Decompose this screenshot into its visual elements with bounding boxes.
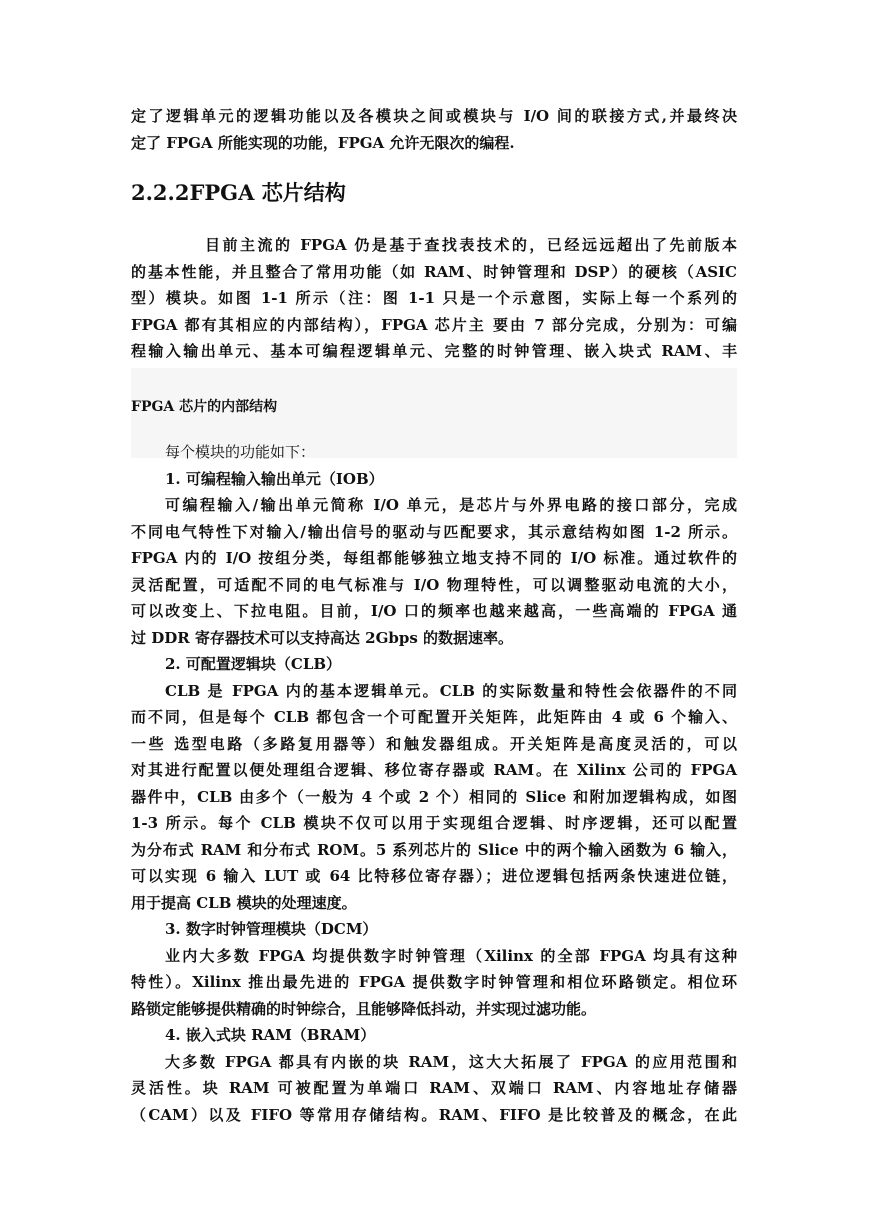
list-heading: 1. 可编程输入输出单元（IOB） xyxy=(165,469,384,488)
text-line: 而不同，但是每个 CLB 都包含一个可配置开关矩阵，此矩阵由 4 或 6 个输入、 xyxy=(131,708,737,726)
text-line: 器件中，CLB 由多个（一般为 4 个或 2 个）相同的 Slice 和附加逻辑构成，如图 xyxy=(131,787,737,806)
text-line: FPGA 内的 I/O 按组分类，每组都能够独立地支持不同的 I/O 标准。通过软件的 xyxy=(131,549,737,567)
text-line: 业内大多数 FPGA 均提供数字时钟管理（Xilinx 的全部 FPGA 均具有这种 xyxy=(165,946,737,965)
text-line: 路锁定能够提供精确的时钟综合，且能够降低抖动，并实现过滤功能。 xyxy=(131,999,597,1018)
text-line: 不同电气特性下对输入/输出信号的驱动与匹配要求，其示意结构如图 1-2 所示。 xyxy=(131,522,737,541)
text-line: 每个模块的功能如下： xyxy=(165,443,316,461)
text-line: 的基本性能，并且整合了常用功能（如 RAM、时钟管理和 DSP）的硬核（ASIC xyxy=(131,262,737,281)
text-line: 可以实现 6 输入 LUT 或 64 比特移位寄存器）；进位逻辑包括两条快速进位链， xyxy=(131,867,737,885)
list-heading: 4. 嵌入式块 RAM（BRAM） xyxy=(165,1026,376,1044)
text-line: 特性）。Xilinx 推出最先进的 FPGA 提供数字时钟管理和相位环路锁定。相位环 xyxy=(131,973,737,991)
text-line: 型）模块。如图 1-1 所示（注：图 1-1 只是一个示意图，实际上每一个系列的 xyxy=(131,289,737,307)
text-line: 用于提高 CLB 模块的处理速度。 xyxy=(131,893,357,912)
text-line: 定了逻辑单元的逻辑功能以及各模块之间或模块与 I/O 间的联接方式,并最终决 xyxy=(131,107,737,125)
text-line: 可以改变上、下拉电阻。目前，I/O 口的频率也越来越高，一些高端的 FPGA 通 xyxy=(131,602,737,620)
list-heading: 2. 可配置逻辑块（CLB） xyxy=(165,655,342,673)
text-line: 程输入输出单元、基本可编程逻辑单元、完整的时钟管理、嵌入块式 RAM、丰 xyxy=(131,342,737,360)
body-text xyxy=(131,439,737,1128)
section-heading: 2.2.2FPGA 芯片结构 xyxy=(131,180,346,205)
text-line: CLB 是 FPGA 内的基本逻辑单元。CLB 的实际数量和特性会依器件的不同 xyxy=(165,681,737,700)
text-line: 一些 选型电路（多路复用器等）和触发器组成。开关矩阵是高度灵活的，可以 xyxy=(131,734,737,753)
text-line: 灵活性。块 RAM 可被配置为单端口 RAM、双端口 RAM、内容地址存储器 xyxy=(131,1079,737,1097)
text-line: 可编程输入/输出单元简称 I/O 单元，是芯片与外界电路的接口部分，完成 xyxy=(165,496,737,514)
text-line: 1-3 所示。每个 CLB 模块不仅可以用于实现组合逻辑、时序逻辑，还可以配置 xyxy=(131,814,737,832)
text-line: 为分布式 RAM 和分布式 ROM。5 系列芯片的 Slice 中的两个输入函数为 6 输入， xyxy=(131,840,737,859)
list-heading: 3. 数字时钟管理模块（DCM） xyxy=(165,920,378,938)
text-line: 灵活配置，可适配不同的电气标准与 I/O 物理特性，可以调整驱动电流的大小， xyxy=(131,575,737,594)
text-line: 定了 FPGA 所能实现的功能，FPGA 允许无限次的编程. xyxy=(131,133,515,152)
figure-caption: FPGA 芯片的内部结构 xyxy=(131,399,278,415)
text-line: 大多数 FPGA 都具有内嵌的块 RAM，这大大拓展了 FPGA 的应用范围和 xyxy=(165,1052,737,1071)
text-line: 过 DDR 寄存器技术可以支持高达 2Gbps 的数据速率。 xyxy=(131,628,514,647)
text-line: （CAM）以及 FIFO 等常用存储结构。RAM、FIFO 是比较普及的概念，在此 xyxy=(131,1105,737,1124)
text-line: FPGA 都有其相应的内部结构），FPGA 芯片主 要由 7 部分完成，分别为：可编 xyxy=(131,315,737,334)
text-line: 目前主流的 FPGA 仍是基于查找表技术的，已经远远超出了先前版本 xyxy=(205,236,737,254)
intro-paragraph xyxy=(131,103,737,156)
text-line: 对其进行配置以便处理组合逻辑、移位寄存器或 RAM。在 Xilinx 公司的 FPGA xyxy=(131,761,737,779)
